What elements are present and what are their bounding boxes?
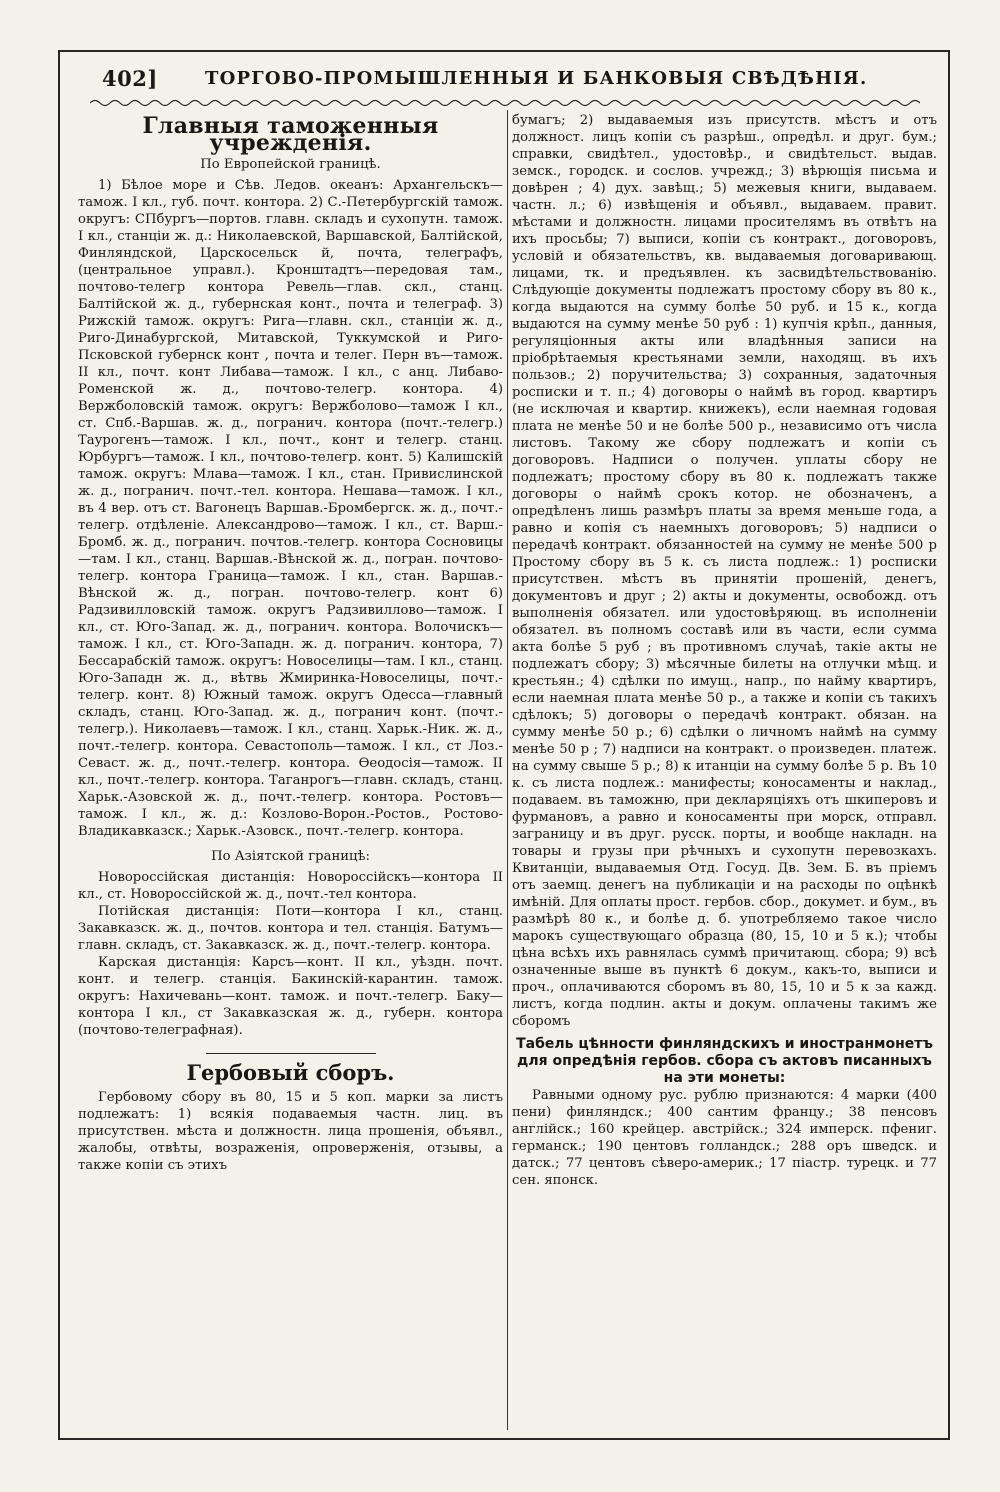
right-column (512, 112, 937, 1189)
paragraph-stamp-duty-cont: бумагъ; 2) выдаваемыя изъ присутств. мѣстъ и отъ должност. лицъ копіи съ разрѣш., опредѣл. и друг. бум.; справки, свидѣтел., удостовѣр., и свидѣтельст. выдав. земск., городск. и сослов. учрежд.; 3) вѣрющія письма и довѣрен ; 4) дух. завѣщ.; 5) межевыя книги, выдаваем. частн. л.; 6) извѣщенія и объявл., выдаваем. правит. мѣстами и должностн. лицами просителямъ въ отвѣтъ на ихъ просьбы; 7) выписи, копіи съ контракт., договоровъ, условій и обязательствъ, кв. выдаваемыя договаривающ. лицами, тк. и предъявлен. къ засвидѣтельствованію. Слѣдующіе документы подлежатъ простому сбору въ 80 к., когда выдаются на сумму болѣе 50 руб. и 15 к., когда выдаются на сумму менѣе 50 руб : 1) купчія крѣп., данныя, регуляціонныя акты или владѣнныя записи на пріобрѣтаемыя крестьянами земли, находящ. въ ихъ пользов.; 2) поручительства; 3) сохранныя, задаточныя росписки и т. п.; 4) договоры о наймѣ въ город. квартиръ (не исключая и квартир. книжекъ), если наемная годовая плата не менѣе 50 и не болѣе 500 р., независимо отъ числа листовъ. Такому же сбору подлежатъ и копіи съ договоровъ. Надписи о получен. уплаты сбору не подлежатъ; простому сбору въ 80 к. подлежатъ также договоры о наймѣ срокъ котор. не обозначенъ, а опредѣленъ лишь размѣръ платы за время меньше года, а равно и копія съ наемныхъ договоровъ; 5) надписи о передачѣ контракт. обязанностей на сумму не менѣе 500 р Простому сбору въ 5 к. съ листа подлеж.: 1) росписки присутствен. мѣстъ въ принятіи прошеній, денегъ, документовъ и друг ; 2) акты и документы, освобожд. отъ выполненія обязател. или удостовѣряющ. въ исполненіи обязател. въ полномъ составѣ или въ части, если сумма акта болѣе 5 руб ; въ противномъ случаѣ, такіе акты не подлежатъ сбору; 3) мѣсячные билеты на отлучки мѣщ. и крестьян.; 4) сдѣлки по имущ., напр., по найму квартиръ, если наемная плата менѣе 50 р., а также и копіи съ такихъ сдѣлокъ; 5) договоры о передачѣ контракт. обязан. на сумму менѣе 50 р.; 6) сдѣлки о личномъ наймѣ на сумму менѣе 50 р ; 7) надписи на контракт. о произведен. платеж. на сумму свыше 5 р.; 8) к итанціи на сумму болѣе 5 р. Въ 10 к. съ листа подлеж.: манифесты; коносаменты и наклад., подаваем. въ таможню, при декларяціяхъ отъ шкиперовъ и фурмановъ, а равно и коносаменты при морск, отправл. заграницу и въ друг. русск. порты, и вообще накладн. на товары и грузы при рѣчныхъ и сухопутн перевозкахъ. Квитанціи, выдаваемыя Отд. Госуд. Дв. Зем. Б. въ пріемъ отъ заемщ. денегъ на публикаціи и на расходы по оцѣнкѣ имѣній. Для оплаты прост. гербов. сбор., докумет. и бум., въ размѣрѣ 80 к., и болѣе д. б. употребляемо такое число марокъ существующаго образца (80, 15, 10 и 5 к.); чтобы цѣна всѣхъ ихъ равнялась суммѣ причитающ. сбора; 9) всѣ означенные выше въ пунктѣ 6 докум., какъ-то, выписи и проч., оплачиваются сборомъ въ 80, 15, 10 и 5 к за кажд. листъ, когда подлин. акты и докум. оплачены такимъ же сборомъ (512, 113, 937, 1029)
column-divider (507, 110, 508, 1430)
left-column (78, 112, 503, 1174)
running-title: ТОРГОВО-ПРОМЫШЛЕННЫЯ И БАНКОВЫЯ СВѢДѢНІЯ. (205, 68, 868, 89)
paragraph-novorossiysk: Новороссійская дистанція: Новороссійскъ—контора II кл., ст. Новороссійской ж. д., почт.-тел контора. (78, 870, 503, 902)
page-number: 402] (102, 66, 158, 91)
page-header (60, 66, 948, 98)
wavy-rule (90, 96, 920, 110)
section-title-stamp-duty: Гербовый сборъ. (186, 1060, 395, 1085)
subheading-asian-border: По Азіятской границѣ: (211, 849, 370, 864)
paragraph-coin-values: Равными одному рус. рублю признаются: 4 марки (400 пени) финляндск.; 400 сантим францу.; 38 пенсовъ англійск.; 160 крейцер. австрійск.; 324 имперск. пфениг. германск.; 190 центовъ голландск.; 288 оръ шведск. и датск.; 77 центовъ сѣверо-америк.; 17 піастр. турецк. и 77 сен. японск. (512, 1088, 937, 1188)
section-divider (206, 1053, 376, 1054)
subheading-european-border: По Европейской границѣ. (200, 157, 381, 172)
page-frame (58, 50, 950, 1440)
paragraph-stamp-duty-start: Гербовому сбору въ 80, 15 и 5 коп. марки за листъ подлежатъ: 1) всякія подаваемыя частн. лиц. въ присутствен. мѣста и должностн. лица прошенія, объявл., жалобы, отвѣты, возраженія, опроверженія, отзывы, а также копіи съ этихъ (78, 1090, 503, 1173)
section-title-customs: Главныя таможенныя учрежденія. (142, 113, 439, 156)
paragraph-poti: Потійская дистанція: Поти—контора I кл., станц. Закавказск. ж. д., почтов. контора и тел. станція. Батумъ—главн. складъ, ст. Закавказск. ж. д., почт.-телегр. контора. (78, 904, 503, 953)
table-title-coin-values: Табель цѣнности финляндскихъ и иностранмонетъ для опредѣнія гербов. сбора съ актовъ писанныхъ на эти монеты: (516, 1036, 933, 1086)
paragraph-kars-baku: Карская дистанція: Карсъ—конт. II кл., уѣздн. почт. конт. и телегр. станція. Бакинскій-карантин. тамож. округъ: Нахичевань—конт. тамож. и почт.-телегр. Баку—контора I кл., ст Закавказская ж. д., губерн. контора (почтово-телеграфная). (78, 955, 503, 1038)
paragraph-european-customs: 1) Бѣлое море и Сѣв. Ледов. океанъ: Архангельскъ—тамож. I кл., губ. почт. контора. 2) С.-Петербургскій тамож. округъ: СПбургъ—портов. главн. складъ и сухопутн. тамож. I кл., станціи ж. д.: Николаевской, Варшавской, Балтійской, Финляндской, Царскосельск й, почта, телеграфъ, (центральное управл.). Кронштадтъ—передовая там., почтово-телегр контора Ревель—глав. скл., станц. Балтійской ж. д., губернская конт., почта и телеграф. 3) Рижскій тамож. округъ: Рига—главн. скл., станціи ж. д., Риго-Динабургской, Митавской, Туккумской и Риго-Псковской губернск конт , почта и телег. Перн въ—тамож. II кл., почт. конт Либава—тамож. I кл., с анц. Либаво-Роменской ж. д., почтово-телегр. контора. 4) Вержболовскій тамож. округъ: Вержболово—тамож I кл., ст. Спб.-Варшав. ж. д., погранич. контора (почт.-телегр.) Таурогенъ—тамож. I кл., почт., конт и телегр. станц. Юрбургъ—тамож. I кл., почтово-телегр. конт. 5) Калишскій тамож. округъ: Млава—тамож. I кл., стан. Привислинской ж. д., погранич. почт.-тел. контора. Нешава—тамож. I кл., въ 4 вер. отъ ст. Вагонецъ Варшав.-Бромбергск. ж. д., почт.-телегр. отдѣленіе. Александрово—тамож. I кл., ст. Варш.-Бромб. ж. д., погранич. почтов.-телегр. контора Сосновицы—там. I кл., станц. Варшав.-Вѣнской ж. д., погран. почтово-телегр. контора Граница—тамож. I кл., стан. Варшав.-Вѣнской ж. д., погран. почтово-телегр. конт 6) Радзивилловскій тамож. округъ Радзивиллово—тамож. I кл., ст. Юго-Запад. ж. д., погранич. контора. Волочискъ—тамож. I кл., ст. Юго-Западн. ж. д. погранич. контора, 7) Бессарабскій тамож. округъ: Новоселицы—там. I кл., станц. Юго-Западн ж. д., вѣтвь Жмиринка-Новоселицы, почт.-телегр. конт. 8) Южный тамож. округъ Одесса—главный складъ, станц. Юго-Запад. ж. д., погранич конт. (почт.-телегр.). Николаевъ—тамож. I кл., станц. Харьк.-Ник. ж. д., почт.-телегр. контора. Севастополь—тамож. I кл., ст Лоз.-Севаст. ж. д., почт.-телегр. контора. Ѳеодосія—тамож. II кл., почт.-телегр. контора. Таганрогъ—главн. складъ, станц. Харьк.-Азовской ж. д., почт.-телегр. контора. Ростовъ—тамож. I кл., ж. д.: Козлово-Ворон.-Ростов., Ростово-Владикавказск.; Харьк.-Азовск., почт.-телегр. контора. (78, 178, 503, 839)
